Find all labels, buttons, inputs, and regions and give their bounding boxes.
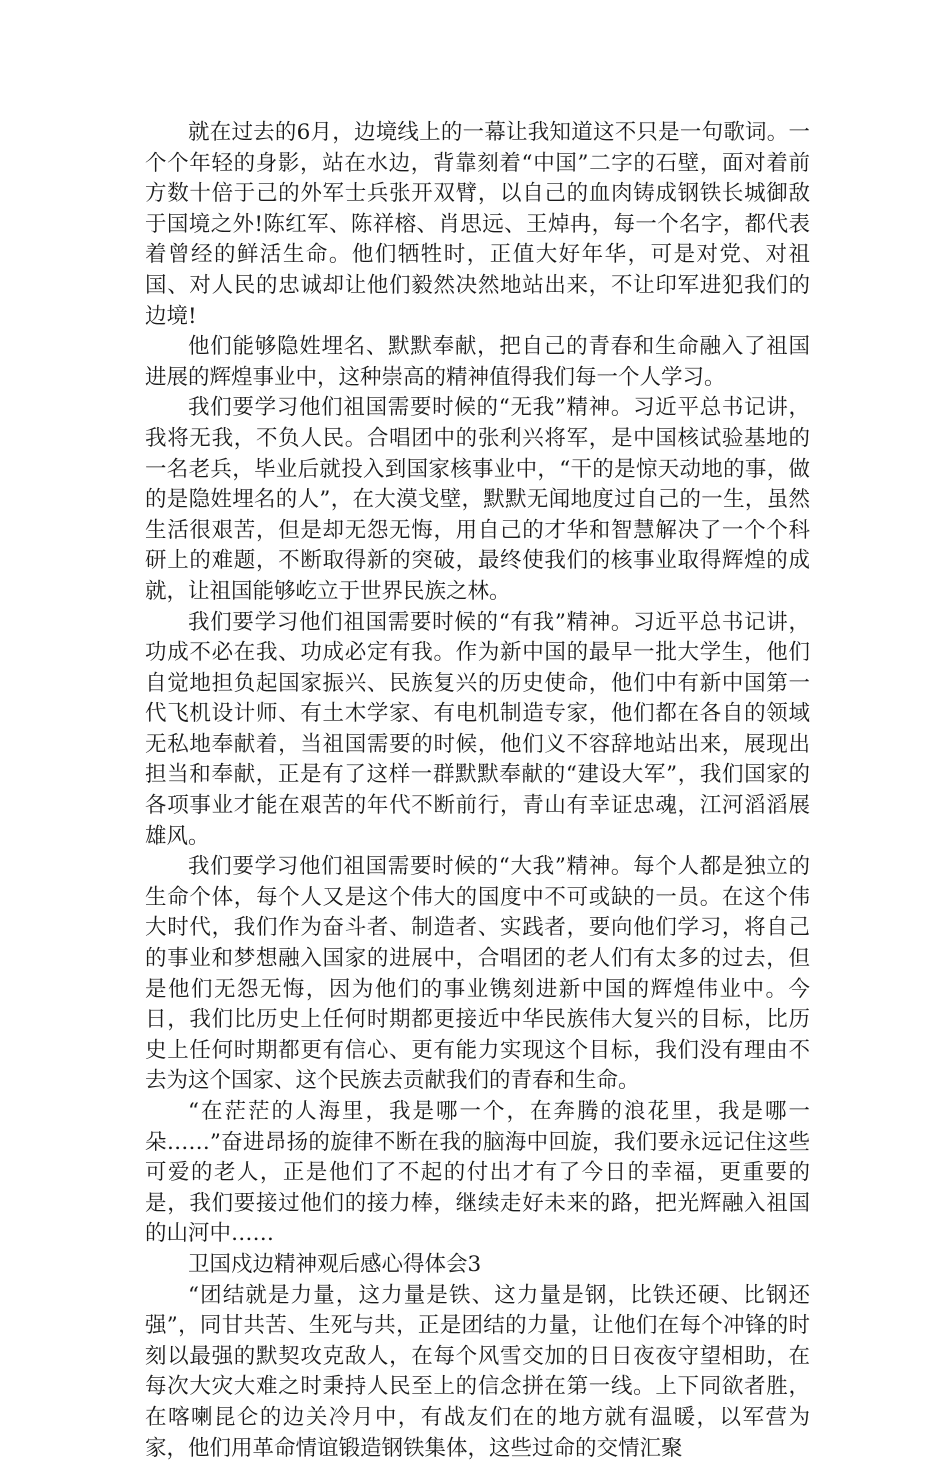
paragraph-greater-self-spirit: 我们要学习他们祖国需要时候的“大我”精神。每个人都是独立的生命个体，每个人又是这个伟大的国度中不可或缺的一员。在这个伟大时代，我们作为奋斗者、制造者、实践者，要向他们学习，将自己的事业和梦想融入国家的进展中，合唱团的老人们有太多的过去，但是他们无怨无悔，因为他们的事业镌刻进新中国的辉煌伟业中。今日，我们比历史上任何时期都更接近中华民族伟大复兴的目标，比历史上任何时期都更有信心、更有能力实现这个目标，我们没有理由不去为这个国家、这个民族去贡献我们的青春和生命。 (145, 854, 810, 1094)
document-body (145, 118, 810, 1464)
paragraph-responsibility-spirit: 我们要学习他们祖国需要时候的“有我”精神。习近平总书记讲，功成不必在我、功成必定有我。作为新中国的最早一批大学生，他们自觉地担负起国家振兴、民族复兴的历史使命，他们中有新中国第一代飞机设计师、有土木学家、有电机制造专家，他们都在各自的领域无私地奉献着，当祖国需要的时候，他们义不容辞地站出来，展现出担当和奉献，正是有了这样一群默默奉献的“建设大军”，我们国家的各项事业才能在艰苦的年代不断前行，青山有幸证忠魂，江河滔滔展雄风。 (145, 609, 810, 849)
paragraph-dedication: 他们能够隐姓埋名、默默奉献，把自己的青春和生命融入了祖国进展的辉煌事业中，这种崇高的精神值得我们每一个人学习。 (145, 334, 810, 390)
paragraph-selfless-spirit: 我们要学习他们祖国需要时候的“无我”精神。习近平总书记讲，我将无我，不负人民。合唱团中的张利兴将军，是中国核试验基地的一名老兵，毕业后就投入到国家核事业中，“干的是惊天动地的事，做的是隐姓埋名的人”，在大漠戈壁，默默无闻地度过自己的一生，虽然生活很艰苦，但是却无怨无悔，用自己的才华和智慧解决了一个个科研上的难题，不断取得新的突破，最终使我们的核事业取得辉煌的成就，让祖国能够屹立于世界民族之林。 (145, 395, 810, 604)
section-title: 卫国戍边精神观后感心得体会3 (188, 1251, 482, 1277)
paragraph-song-reflection: “在茫茫的人海里，我是哪一个，在奔腾的浪花里，我是哪一朵……”奋进昂扬的旋律不断在我的脑海中回旋，我们要永远记住这些可爱的老人，正是他们了不起的付出才有了今日的幸福，更重要的是，我们要接过他们的接力棒，继续走好未来的路，把光辉融入祖国的山河中…… (145, 1099, 810, 1247)
paragraph-border-sacrifice: 就在过去的6月，边境线上的一幕让我知道这不只是一句歌词。一个个年轻的身影，站在水边，背靠刻着“中国”二字的石壁，面对着前方数十倍于己的外军士兵张开双臂，以自己的血肉铸成钢铁长城御敌于国境之外!陈红军、陈祥榕、肖思远、王焯冉，每一个名字，都代表着曾经的鲜活生命。他们牺牲时，正值大好年华，可是对党、对祖国、对人民的忠诚却让他们毅然决然地站出来，不让印军进犯我们的边境! (145, 120, 810, 329)
paragraph-unity: “团结就是力量，这力量是铁、这力量是钢，比铁还硬、比钢还强”，同甘共苦、生死与共，正是团结的力量，让他们在每个冲锋的时刻以最强的默契攻克敌人，在每个风雪交加的日日夜夜守望相助，在每次大灾大难之时秉持人民至上的信念拼在第一线。上下同欲者胜，在喀喇昆仑的边关冷月中，有战友们在的地方就有温暖，以军营为家，他们用革命情谊锻造钢铁集体，这些过命的交情汇聚 (145, 1282, 810, 1461)
